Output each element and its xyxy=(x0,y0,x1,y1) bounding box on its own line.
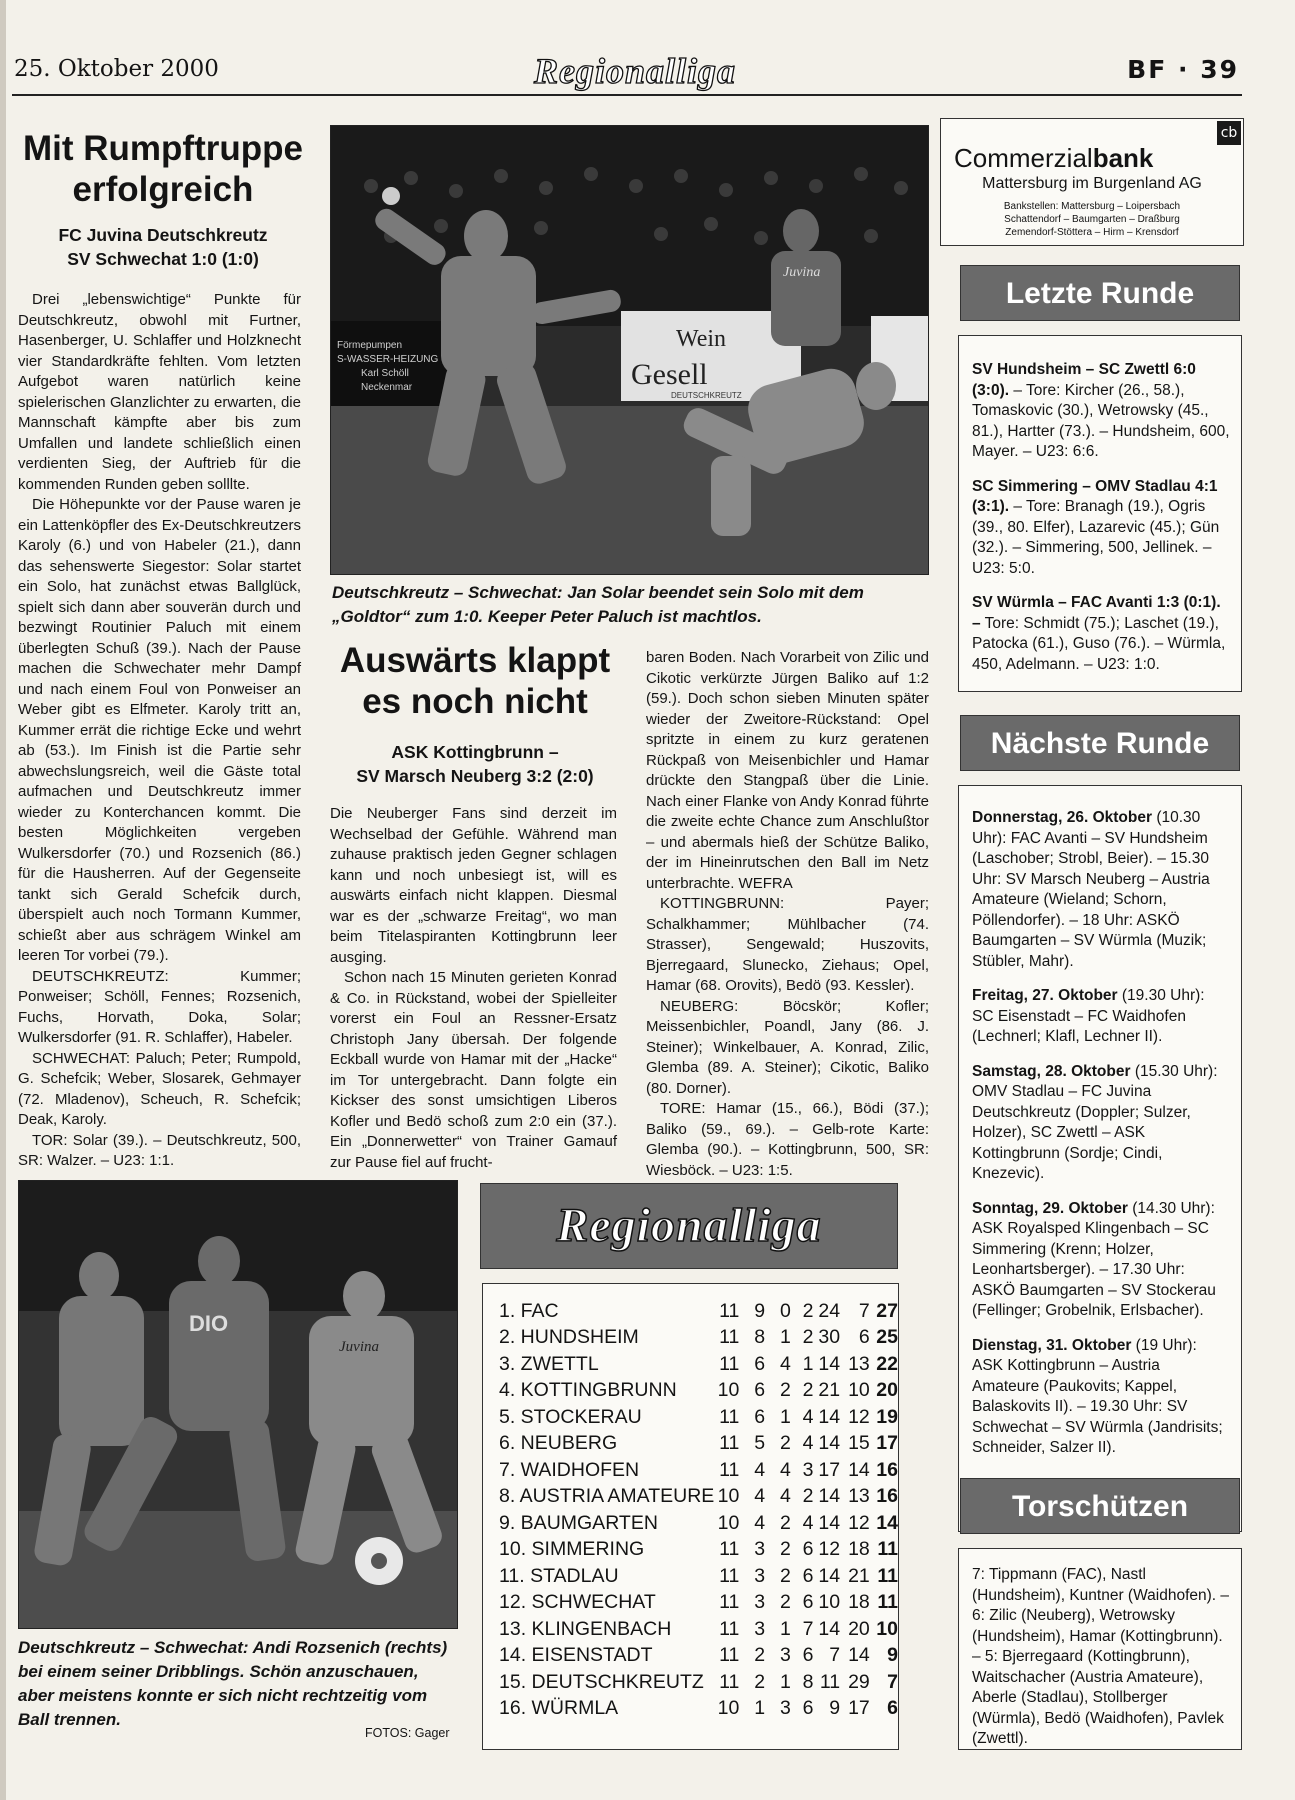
table-row xyxy=(499,1563,898,1590)
board-mid-line3: DEUTSCHKREUTZ xyxy=(671,391,742,400)
team-points: 17 xyxy=(876,1432,898,1455)
article1-subheadline: FC Juvina Deutschkreutz SV Schwechat 1:0 (1:0) xyxy=(58,225,268,269)
board-mid-line2: Gesell xyxy=(631,358,708,391)
table-cell: 6 xyxy=(858,1326,870,1349)
table-cell: 14 xyxy=(818,1352,841,1375)
table-cell: 10 xyxy=(717,1379,740,1402)
section-title: Regionalliga xyxy=(533,51,737,91)
team-points: 9 xyxy=(887,1644,898,1667)
table-cell: 11 xyxy=(719,1405,740,1428)
naechste-runde-box xyxy=(958,785,1242,1532)
team-name: 7. WAIDHOFEN xyxy=(499,1458,640,1481)
article1-body: Drei „lebenswichtige“ Punkte für Deutschkreutz, obwohl mit Furtner, Hasenberger, U. Schlaffer und Holzknecht vier Standardkräfte fehlten. Vom letzten Aufgebot waren natürlich keine spielerischen Glanzlichter zu erwarten, die Mannschaft kämpfte aber bis zum Umfallen und landete schließlich einen verdienten Sieg, der Auftrieb für die kommenden Runden geben solllte. Die Höhepunkte vor der Pause waren je ein Lattenköpfler des Ex-Deutschkreutzers Karoly (6.) und von Habeler (21.), dann das sehenswerte Siegestor: Solar startet ein Solo, hat zunächst etwas Ballglück, spielt sich dann aber souverän durch und bezwingt Routinier Paluch mit einem überlegten Schuß (39.). Nach der Pause machen die Schwechater mehr Dampf und nach einem Foul von Ponweiser an Weber gibt es Elfmeter. Karoly tritt an, Kummer errät die richtige Ecke und wehrt ab (53.). Im Finish ist die Partie sehr abwechslungsreich, weil die Gäste total aufmachen und Deutschkreutz immer wieder zu Konterchancen kommt. Die besten Möglichkeiten vergeben Wulkersdorfer (70.) und Rozsenich (86.) für die Hausherren. Auf der Gegenseite tankt sich Gerald Schefcik durch, überspielt auch noch Tormann Kummer, schießt aber aus schrägem Winkel am leeren Tor vorbei (79.). DEUTSCHKREUTZ: Kummer; Ponweiser; Schöll, Fennes; Rozsenich, Fuchs, Horvath, Doka, Solar; Wulkersdorfer (91. R. Schlaffer), Habeler. SCHWECHAT: Paluch; Peter; Rumpold, G. Schefcik; Weber, Slosarek, Gehmayer (72. Mladenov), Scheuch, R. Schefcik; Deak, Karoly. TOR: Solar (39.). – Deutschkreutz, 500, SR: Walzer. – U23: 1:1. xyxy=(18,291,301,1169)
ad-subtitle: Mattersburg im Burgenland AG xyxy=(982,175,1202,192)
fixture-item: Dienstag, 31. Oktober (19 Uhr): ASK Kottingbrunn – Austria Amateure (Paukovits; Kappel, Balaskovits II). – 19.30 Uhr: SV Schwechat – SV Würmla (Jandrisits; Schneider, Salzer II). xyxy=(972,1336,1223,1456)
team-name: 10. SIMMERING xyxy=(499,1538,645,1561)
table-title: Regionalliga xyxy=(480,1183,898,1269)
table-row xyxy=(499,1404,898,1431)
team-points: 20 xyxy=(876,1379,898,1402)
table-cell: 4 xyxy=(754,1511,766,1534)
table-cell: 4 xyxy=(779,1352,791,1375)
table-cell: 11 xyxy=(719,1591,740,1614)
photo2-caption: Deutschkreutz – Schwechat: Andi Rozsenich (rechts) bei einem seiner Dribblings. Schön anzuschauen, aber meistens konnte er sich nicht rechtzeitig vom Ball trennen. xyxy=(18,1638,448,1729)
table-row xyxy=(499,1325,898,1352)
table-cell: 11 xyxy=(719,1458,740,1481)
team-points: 22 xyxy=(876,1352,898,1375)
table-cell: 6 xyxy=(754,1352,766,1375)
league-table xyxy=(499,1298,898,1722)
table-cell: 2 xyxy=(779,1538,791,1561)
table-cell: 17 xyxy=(848,1697,870,1720)
table-cell: 18 xyxy=(848,1591,870,1614)
team-points: 7 xyxy=(887,1670,898,1693)
table-cell: 10 xyxy=(717,1485,740,1508)
table-row xyxy=(499,1457,898,1484)
table-cell: 11 xyxy=(719,1299,740,1322)
article2-subheadline: ASK Kottingbrunn – SV Marsch Neuberg 3:2 (2:0) xyxy=(356,742,594,786)
table-cell: 11 xyxy=(719,1564,740,1587)
team-points: 11 xyxy=(877,1591,898,1614)
table-cell: 6 xyxy=(754,1405,766,1428)
table-cell: 14 xyxy=(818,1511,841,1534)
team-points: 11 xyxy=(877,1538,898,1561)
team-points: 27 xyxy=(876,1299,898,1322)
article2-body-col1: Die Neuberger Fans sind derzeit im Wechselbad der Gefühle. Während man zuhause praktisch jeden Gegner schlagen kann und noch unbesiegt ist, will es auswärts einfach nicht klappen. Diesmal war es der „schwarze Freitag“, wo man beim Titelaspiranten Kottingbrunn leer ausging. Schon nach 15 Minuten gerieten Konrad & Co. in Rückstand, wobei der Spielleiter vorerst ein Foul an Ressner-Ersatz Christoph Jany übersah. Der folgende Eckball wurde von Hamar mit der „Hacke“ im Tor untergebracht. Dann folgte ein Kickser des sonst umsichtigen Liberos Kofler und Bedö schoß zum 2:0 ein (37.). Ein „Donnerwetter“ von Trainer Gamauf zur Pause fiel auf frucht- xyxy=(330,805,617,1171)
table-cell: 0 xyxy=(779,1299,791,1322)
table-cell: 7 xyxy=(802,1617,814,1640)
table-cell: 1 xyxy=(779,1405,791,1428)
commerzialbank-ad[interactable] xyxy=(940,118,1244,246)
shirt-dio: DIO xyxy=(189,1311,229,1336)
table-cell: 11 xyxy=(719,1326,740,1349)
shirt-sponsor: Juvina xyxy=(783,265,821,280)
board-left-line1: Förmepumpen xyxy=(337,340,403,351)
team-points: 25 xyxy=(876,1326,898,1349)
table-cell: 5 xyxy=(754,1432,766,1455)
table-row xyxy=(499,1484,898,1511)
table-cell: 2 xyxy=(779,1432,791,1455)
table-cell: 11 xyxy=(719,1670,740,1693)
table-cell: 3 xyxy=(802,1458,814,1481)
board-left-line2: S-WASSER-HEIZUNG xyxy=(337,354,439,365)
team-name: 11. STADLAU xyxy=(499,1564,619,1587)
team-name: 12. SCHWECHAT xyxy=(499,1591,656,1614)
table-cell: 15 xyxy=(848,1432,870,1455)
result-item: SC Simmering – OMV Stadlau 4:1 (3:1). – Tore: Branagh (19.), Ogris (39., 80. Elfer), Lazarevic (45.); Gün (32.). – Simmering, 500, Jellinek. – U23: 5:0. xyxy=(972,477,1220,577)
team-name: 9. BAUMGARTEN xyxy=(499,1511,658,1534)
header-rule xyxy=(12,94,1242,96)
team-name: 8. AUSTRIA AMATEURE xyxy=(499,1485,715,1508)
table-cell: 7 xyxy=(858,1299,870,1322)
table-cell: 11 xyxy=(719,1538,740,1561)
table-cell: 6 xyxy=(802,1697,814,1720)
table-cell: 1 xyxy=(779,1326,791,1349)
table-cell: 6 xyxy=(802,1538,814,1561)
table-cell: 14 xyxy=(818,1405,841,1428)
table-cell: 10 xyxy=(848,1379,870,1402)
page-edge xyxy=(0,0,6,1800)
table-cell: 6 xyxy=(802,1644,814,1667)
table-cell: 11 xyxy=(719,1352,740,1375)
table-cell: 29 xyxy=(848,1670,870,1693)
team-name: 1. FAC xyxy=(499,1299,559,1322)
table-cell: 20 xyxy=(848,1617,870,1640)
table-cell: 4 xyxy=(779,1485,791,1508)
table-row xyxy=(499,1590,898,1617)
article2-body-col2: baren Boden. Nach Vorarbeit von Zilic und Cikotic verkürzte Jürgen Baliko auf 1:2 (59.). Doch schon sieben Minuten später wieder der Zweitore-Rückstand: Opel spritzte in einem zu kurz geratenen Rückpaß von Meisenbichler und Hamar drückte den Stangpaß über die Linie. Nach einer Flanke von Andy Konrad führte die zweite echte Chance zum Anschlußtor – und abermals hieß der Schütze Baliko, der im Hineinrutschen den Ball im Netz unterbrachte. WEFRA KOTTINGBRUNN: Payer; Schalkhammer; Mühlbacher (74. Strasser), Sengewald; Huszovits, Bjerregaard, Slunecko, Ziehaus; Opel, Hamar (68. Orovits), Bedö (93. Kessler). NEUBERG: Böcskör; Kofler; Meissenbichler, Poandl, Jany (86. J. Steiner); Winkelbauer, A. Konrad, Zilic, Glemba (89. A. Steiner); Cikotic, Baliko (80. Dorner). TORE: Hamar (15., 66.), Bödi (37.); Baliko (59., 69.). – Gelb-rote Karte: Glemba (90.). – Kottingbrunn, 500, SR: Wiesböck. – U23: 1:5. xyxy=(646,649,929,1179)
table-cell: 14 xyxy=(848,1458,870,1481)
table-row xyxy=(499,1669,898,1696)
table-cell: 9 xyxy=(754,1299,766,1322)
bank-logo-icon: cb xyxy=(1217,121,1241,145)
table-cell: 2 xyxy=(779,1591,791,1614)
table-cell: 12 xyxy=(848,1511,870,1534)
table-cell: 4 xyxy=(754,1458,766,1481)
table-cell: 11 xyxy=(719,1432,740,1455)
letzte-runde-title: Letzte Runde xyxy=(960,265,1240,321)
photo1-caption: Deutschkreutz – Schwechat: Jan Solar beendet sein Solo mit dem „Goldtor“ zum 1:0. Keeper Peter Paluch ist machtlos. xyxy=(332,583,864,626)
team-points: 10 xyxy=(876,1617,898,1640)
team-name: 13. KLINGENBACH xyxy=(499,1617,672,1640)
table-cell: 2 xyxy=(779,1379,791,1402)
fixture-item: Samstag, 28. Oktober (15.30 Uhr): OMV Stadlau – FC Juvina Deutschkreutz (Doppler; Sulzer, Holzer), SC Zwettl – ASK Kottingbrunn (Sordje; Cindi, Knezevic). xyxy=(972,1062,1218,1182)
table-cell: 2 xyxy=(779,1564,791,1587)
table-cell: 3 xyxy=(754,1538,766,1561)
team-name: 14. EISENSTADT xyxy=(499,1644,653,1667)
table-cell: 14 xyxy=(818,1432,841,1455)
team-name: 2. HUNDSHEIM xyxy=(499,1326,639,1349)
table-cell: 11 xyxy=(719,1617,740,1640)
table-row xyxy=(499,1378,898,1405)
table-cell: 6 xyxy=(754,1379,766,1402)
table-cell: 1 xyxy=(779,1670,791,1693)
issue-date: 25. Oktober 2000 xyxy=(14,56,219,82)
result-item: SV Würmla – FAC Avanti 1:3 (0:1). – Tore: Schmidt (75.); Laschet (19.), Patocka (61.), Guso (76.). – Würmla, 450, Adelmann. – U23: 1:0. xyxy=(972,594,1226,673)
table-cell: 10 xyxy=(717,1511,740,1534)
table-cell: 13 xyxy=(848,1485,870,1508)
table-cell: 10 xyxy=(717,1697,740,1720)
table-cell: 4 xyxy=(802,1432,814,1455)
table-cell: 3 xyxy=(754,1591,766,1614)
table-cell: 2 xyxy=(802,1485,814,1508)
table-cell: 14 xyxy=(818,1617,841,1640)
table-cell: 6 xyxy=(802,1564,814,1587)
ad-brand: Commerzialbank xyxy=(954,143,1154,173)
table-row xyxy=(499,1537,898,1564)
table-row xyxy=(499,1298,898,1325)
board-left-line3: Karl Schöll xyxy=(361,368,409,379)
league-table-box xyxy=(482,1283,899,1750)
table-cell: 12 xyxy=(848,1405,870,1428)
table-cell: 3 xyxy=(779,1697,791,1720)
torschuetzen-box xyxy=(958,1548,1242,1750)
table-row xyxy=(499,1643,898,1670)
table-row xyxy=(499,1510,898,1537)
table-cell: 14 xyxy=(818,1564,841,1587)
table-cell: 2 xyxy=(754,1644,766,1667)
team-name: 15. DEUTSCHKREUTZ xyxy=(499,1670,704,1693)
table-cell: 6 xyxy=(802,1591,814,1614)
page-number: BF · 39 xyxy=(1127,55,1239,84)
table-cell: 10 xyxy=(818,1591,841,1614)
table-cell: 21 xyxy=(818,1379,841,1402)
table-cell: 14 xyxy=(818,1485,841,1508)
table-cell: 3 xyxy=(754,1564,766,1587)
table-cell: 8 xyxy=(802,1670,814,1693)
torschuetzen-title: Torschützen xyxy=(960,1478,1240,1534)
table-cell: 4 xyxy=(802,1405,814,1428)
table-cell: 4 xyxy=(754,1485,766,1508)
team-points: 6 xyxy=(887,1697,898,1720)
table-cell: 13 xyxy=(848,1352,870,1375)
fixture-item: Freitag, 27. Oktober (19.30 Uhr): SC Eisenstadt – FC Waidhofen (Lechnerl; Klafl, Lechner II). xyxy=(972,987,1205,1045)
fixture-item: Sonntag, 29. Oktober (14.30 Uhr): ASK Royalsped Klingenbach – SC Simmering (Krenn; Holzer, Leonhartsberger). – 17.30 Uhr: ASKÖ Baumgarten – SV Stockerau (Fellinger; Grobelnik, Erlsbacher). xyxy=(972,1199,1216,1319)
naechste-runde-title: Nächste Runde xyxy=(960,715,1240,771)
table-cell: 11 xyxy=(819,1670,841,1693)
team-name: 5. STOCKERAU xyxy=(499,1405,642,1428)
table-row xyxy=(499,1431,898,1458)
team-name: 16. WÜRMLA xyxy=(499,1697,619,1720)
torschuetzen-text: 7: Tippmann (FAC), Nastl (Hundsheim), Kuntner (Waidhofen). – 6: Zilic (Neuberg), Wetrowsky (Hundsheim), Hamar (Kottingbrunn). – 5: Bjerregaard (Kottingbrunn), Waitschacher (Austria Amateure), Aberle (Stadlau), Stollberger (Würmla), Bedö (Waidhofen), Pavlek (Zwettl). xyxy=(972,1566,1230,1747)
team-name: 3. ZWETTL xyxy=(499,1352,599,1375)
table-cell: 2 xyxy=(754,1670,766,1693)
table-cell: 9 xyxy=(829,1697,841,1720)
board-mid-line1: Wein xyxy=(676,326,727,352)
table-cell: 1 xyxy=(779,1617,791,1640)
team-points: 16 xyxy=(876,1485,898,1508)
table-cell: 1 xyxy=(754,1697,766,1720)
shirt-juvina: Juvina xyxy=(339,1339,379,1355)
table-cell: 2 xyxy=(779,1511,791,1534)
ad-branches: Bankstellen: Mattersburg – Loipersbach Schattendorf – Baumgarten – Draßburg Zemendorf-Stöttera – Hirm – Krensdorf xyxy=(1003,201,1181,238)
match-photo-solar xyxy=(330,125,929,575)
table-cell: 1 xyxy=(802,1352,814,1375)
table-cell: 12 xyxy=(818,1538,841,1561)
result-item: SV Hundsheim – SC Zwettl 6:0 (3:0). – Tore: Kircher (26., 58.), Tomaskovic (30.), Wetrowsky (45., 81.), Hartter (73.). – Hundsheim, 600, Mayer. – U23: 6:6. xyxy=(972,361,1230,460)
photo-credit: FOTOS: Gager xyxy=(365,1726,450,1740)
board-left-line4: Neckenmar xyxy=(361,382,413,393)
table-cell: 3 xyxy=(754,1617,766,1640)
team-name: 6. NEUBERG xyxy=(499,1432,618,1455)
table-cell: 4 xyxy=(802,1511,814,1534)
letzte-runde-box xyxy=(958,335,1242,692)
article1-headline: Mit Rumpftruppe erfolgreich xyxy=(23,129,303,210)
table-cell: 14 xyxy=(848,1644,870,1667)
table-cell: 2 xyxy=(802,1379,814,1402)
table-cell: 11 xyxy=(719,1644,740,1667)
table-cell: 21 xyxy=(848,1564,870,1587)
table-row xyxy=(499,1696,898,1723)
match-photo-rozsenich xyxy=(18,1180,458,1629)
table-cell: 30 xyxy=(818,1326,841,1349)
table-row xyxy=(499,1616,898,1643)
team-points: 16 xyxy=(876,1458,898,1481)
table-row xyxy=(499,1351,898,1378)
table-cell: 4 xyxy=(779,1458,791,1481)
table-cell: 24 xyxy=(818,1299,841,1322)
team-points: 14 xyxy=(876,1511,898,1534)
table-cell: 7 xyxy=(829,1644,841,1667)
article2-headline: Auswärts klappt es noch nicht xyxy=(339,641,611,722)
team-name: 4. KOTTINGBRUNN xyxy=(499,1379,677,1402)
table-cell: 3 xyxy=(779,1644,791,1667)
team-points: 19 xyxy=(876,1405,898,1428)
table-cell: 17 xyxy=(818,1458,841,1481)
table-cell: 2 xyxy=(802,1326,814,1349)
team-points: 11 xyxy=(877,1564,898,1587)
fixture-item: Donnerstag, 26. Oktober (10.30 Uhr): FAC Avanti – SV Hundsheim (Laschober; Strobl, Beier). – 15.30 Uhr: SV Marsch Neuberg – Austria Amateure (Wieland; Schorn, Pöllendorfer). – 18 Uhr: ASKÖ Baumgarten – SV Würmla (Muzik; Stübler, Mahr). xyxy=(972,809,1210,970)
table-cell: 8 xyxy=(754,1326,766,1349)
table-cell: 18 xyxy=(848,1538,870,1561)
table-cell: 2 xyxy=(802,1299,814,1322)
